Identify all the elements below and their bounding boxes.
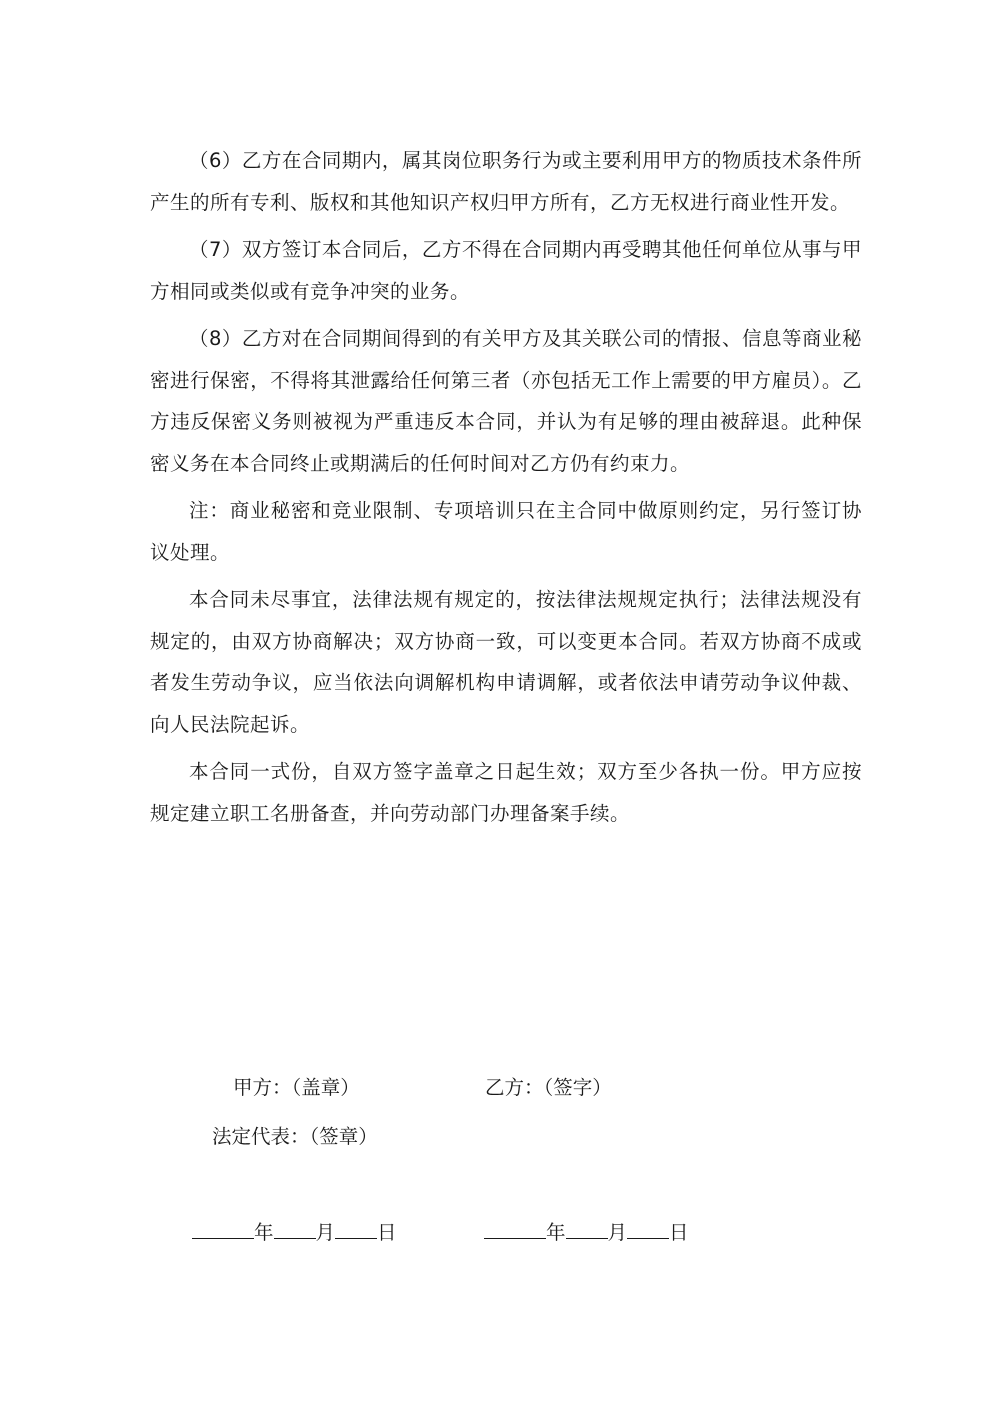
year-blank xyxy=(484,1218,546,1239)
party-b-signature-label: 乙方：（签字） xyxy=(485,1076,612,1099)
clause-6-paragraph: （6）乙方在合同期内，属其岗位职务行为或主要利用甲方的物质技术条件所产生的所有专利、版权和其他知识产权归甲方所有，乙方无权进行商业性开发。 xyxy=(150,149,862,214)
legal-representative-label: 法定代表：（签章） xyxy=(212,1125,378,1148)
month-blank xyxy=(274,1218,316,1239)
month-label: 月 xyxy=(315,1221,336,1244)
party-a-date xyxy=(192,1217,397,1245)
day-blank xyxy=(335,1218,377,1239)
dispute-paragraph: 本合同未尽事宜，法律法规有规定的，按法律法规规定执行；法律法规没有规定的，由双方协商解决；双方协商一致，可以变更本合同。若双方协商不成或者发生劳动争议，应当依法向调解机构申请调解，或者依法申请劳动争议仲裁、向人民法院起诉。 xyxy=(150,588,862,736)
year-label: 年 xyxy=(254,1221,274,1244)
month-label: 月 xyxy=(607,1221,628,1244)
day-blank xyxy=(627,1218,669,1239)
day-label: 日 xyxy=(669,1221,689,1244)
note-paragraph: 注：商业秘密和竞业限制、专项培训只在主合同中做原则约定，另行签订协议处理。 xyxy=(150,499,862,564)
day-label: 日 xyxy=(377,1221,397,1244)
month-blank xyxy=(566,1218,608,1239)
copies-paragraph: 本合同一式份，自双方签字盖章之日起生效；双方至少各执一份。甲方应按规定建立职工名册备查，并向劳动部门办理备案手续。 xyxy=(150,760,862,825)
party-b-date xyxy=(484,1217,689,1245)
party-a-seal-label: 甲方：（盖章） xyxy=(233,1076,360,1099)
clause-8-paragraph: （8）乙方对在合同期间得到的有关甲方及其关联公司的情报、信息等商业秘密进行保密，不得将其泄露给任何第三者（亦包括无工作上需要的甲方雇员）。乙方违反保密义务则被视为严重违反本合同，并认为有足够的理由被辞退。此种保密义务在本合同终止或期满后的任何时间对乙方仍有约束力。 xyxy=(150,327,862,475)
year-label: 年 xyxy=(546,1221,566,1244)
clause-7-paragraph: （7）双方签订本合同后，乙方不得在合同期内再受聘其他任何单位从事与甲方相同或类似或有竞争冲突的业务。 xyxy=(150,238,862,303)
contract-body xyxy=(150,140,862,840)
year-blank xyxy=(192,1218,254,1239)
